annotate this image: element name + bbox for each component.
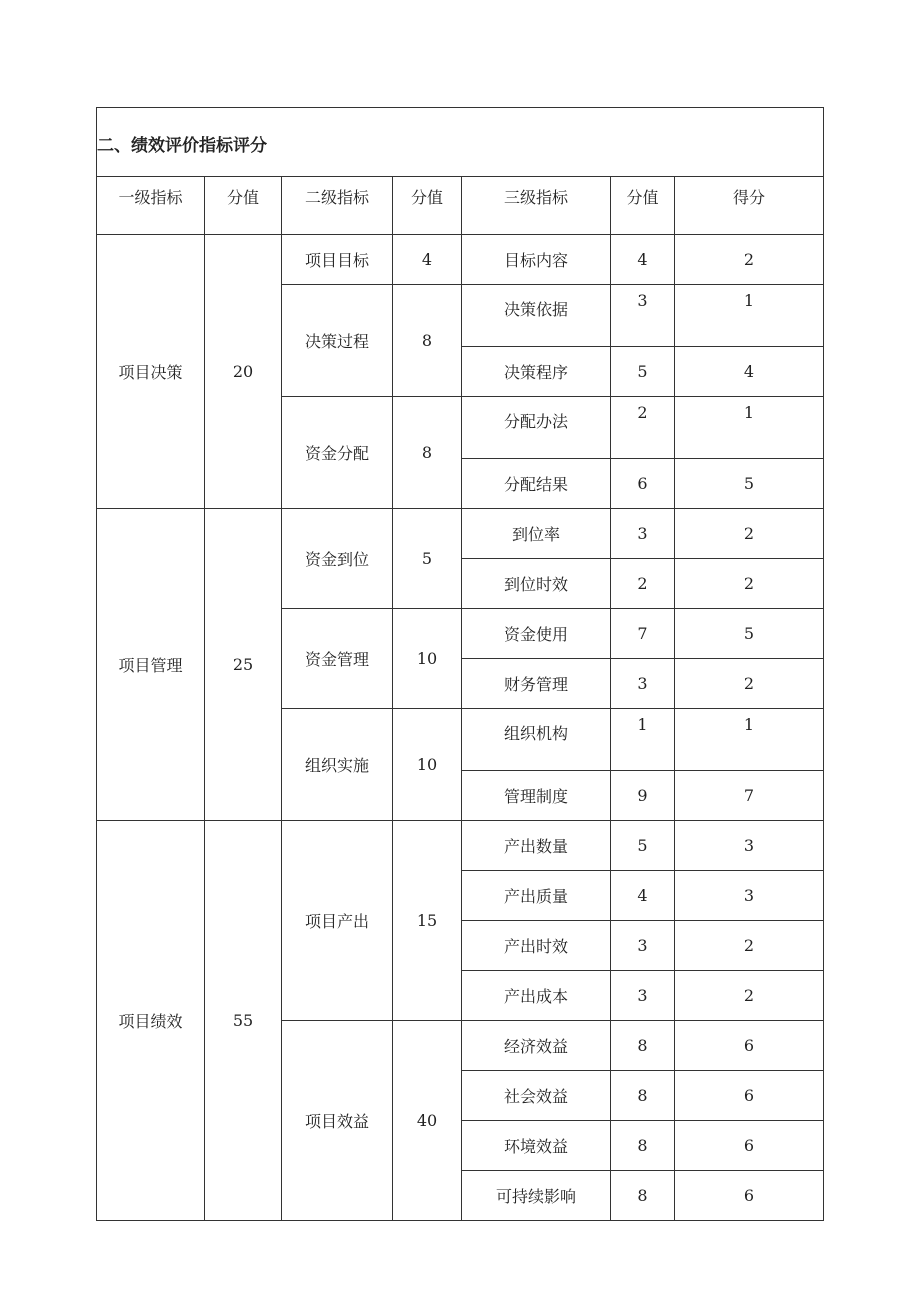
level1-name: 项目绩效 xyxy=(97,821,205,1221)
level3-name: 产出成本 xyxy=(462,971,611,1021)
result-score: 2 xyxy=(675,559,824,609)
level3-name: 产出数量 xyxy=(462,821,611,871)
result-score: 6 xyxy=(675,1171,824,1221)
result-score: 3 xyxy=(675,821,824,871)
result-score: 2 xyxy=(675,921,824,971)
level3-name: 环境效益 xyxy=(462,1121,611,1171)
result-score: 1 xyxy=(675,709,824,771)
performance-evaluation-table xyxy=(96,107,824,1221)
result-score: 2 xyxy=(675,659,824,709)
result-score: 6 xyxy=(675,1071,824,1121)
level3-score: 6 xyxy=(611,459,675,509)
title-row xyxy=(97,108,824,177)
level2-name: 决策过程 xyxy=(282,285,393,397)
header-level3: 三级指标 xyxy=(462,177,611,235)
result-score: 5 xyxy=(675,609,824,659)
level3-score: 5 xyxy=(611,821,675,871)
level2-name: 资金管理 xyxy=(282,609,393,709)
section-title: 二、绩效评价指标评分 xyxy=(97,108,824,177)
level2-score: 5 xyxy=(393,509,462,609)
header-level1: 一级指标 xyxy=(97,177,205,235)
level3-score: 3 xyxy=(611,921,675,971)
table-row xyxy=(97,509,824,559)
level3-score: 8 xyxy=(611,1021,675,1071)
level3-score: 8 xyxy=(611,1171,675,1221)
level3-name: 到位时效 xyxy=(462,559,611,609)
level3-score: 7 xyxy=(611,609,675,659)
level3-name: 管理制度 xyxy=(462,771,611,821)
level3-score: 2 xyxy=(611,397,675,459)
document-page xyxy=(96,107,823,1221)
result-score: 2 xyxy=(675,235,824,285)
header-level2: 二级指标 xyxy=(282,177,393,235)
level2-name: 组织实施 xyxy=(282,709,393,821)
result-score: 4 xyxy=(675,347,824,397)
header-row xyxy=(97,177,824,235)
level3-score: 3 xyxy=(611,659,675,709)
level3-name: 决策程序 xyxy=(462,347,611,397)
result-score: 7 xyxy=(675,771,824,821)
level3-name: 社会效益 xyxy=(462,1071,611,1121)
header-score1: 分值 xyxy=(205,177,282,235)
level3-score: 3 xyxy=(611,509,675,559)
result-score: 2 xyxy=(675,971,824,1021)
level1-score: 25 xyxy=(205,509,282,821)
level3-name: 目标内容 xyxy=(462,235,611,285)
level2-name: 资金分配 xyxy=(282,397,393,509)
level3-name: 决策依据 xyxy=(462,285,611,347)
level3-score: 8 xyxy=(611,1121,675,1171)
level1-score: 20 xyxy=(205,235,282,509)
level2-score: 8 xyxy=(393,397,462,509)
result-score: 2 xyxy=(675,509,824,559)
level3-score: 4 xyxy=(611,235,675,285)
level3-score: 8 xyxy=(611,1071,675,1121)
level3-name: 可持续影响 xyxy=(462,1171,611,1221)
header-score3: 分值 xyxy=(611,177,675,235)
level3-name: 分配办法 xyxy=(462,397,611,459)
level2-score: 8 xyxy=(393,285,462,397)
level1-score: 55 xyxy=(205,821,282,1221)
header-result: 得分 xyxy=(675,177,824,235)
level2-score: 4 xyxy=(393,235,462,285)
level2-score: 15 xyxy=(393,821,462,1021)
level2-score: 10 xyxy=(393,609,462,709)
level1-name: 项目管理 xyxy=(97,509,205,821)
level3-score: 3 xyxy=(611,285,675,347)
level3-score: 9 xyxy=(611,771,675,821)
result-score: 5 xyxy=(675,459,824,509)
level3-name: 产出质量 xyxy=(462,871,611,921)
level2-name: 项目产出 xyxy=(282,821,393,1021)
level3-name: 产出时效 xyxy=(462,921,611,971)
level2-score: 10 xyxy=(393,709,462,821)
result-score: 6 xyxy=(675,1121,824,1171)
result-score: 1 xyxy=(675,285,824,347)
level3-name: 经济效益 xyxy=(462,1021,611,1071)
table-row xyxy=(97,235,824,285)
header-score2: 分值 xyxy=(393,177,462,235)
level2-score: 40 xyxy=(393,1021,462,1221)
level3-score: 5 xyxy=(611,347,675,397)
level3-score: 4 xyxy=(611,871,675,921)
result-score: 6 xyxy=(675,1021,824,1071)
level3-name: 到位率 xyxy=(462,509,611,559)
level2-name: 项目效益 xyxy=(282,1021,393,1221)
level3-name: 财务管理 xyxy=(462,659,611,709)
result-score: 3 xyxy=(675,871,824,921)
level3-score: 2 xyxy=(611,559,675,609)
level2-name: 资金到位 xyxy=(282,509,393,609)
level3-score: 3 xyxy=(611,971,675,1021)
level1-name: 项目决策 xyxy=(97,235,205,509)
level3-name: 组织机构 xyxy=(462,709,611,771)
table-row xyxy=(97,821,824,871)
level2-name: 项目目标 xyxy=(282,235,393,285)
level3-name: 分配结果 xyxy=(462,459,611,509)
level3-name: 资金使用 xyxy=(462,609,611,659)
result-score: 1 xyxy=(675,397,824,459)
level3-score: 1 xyxy=(611,709,675,771)
